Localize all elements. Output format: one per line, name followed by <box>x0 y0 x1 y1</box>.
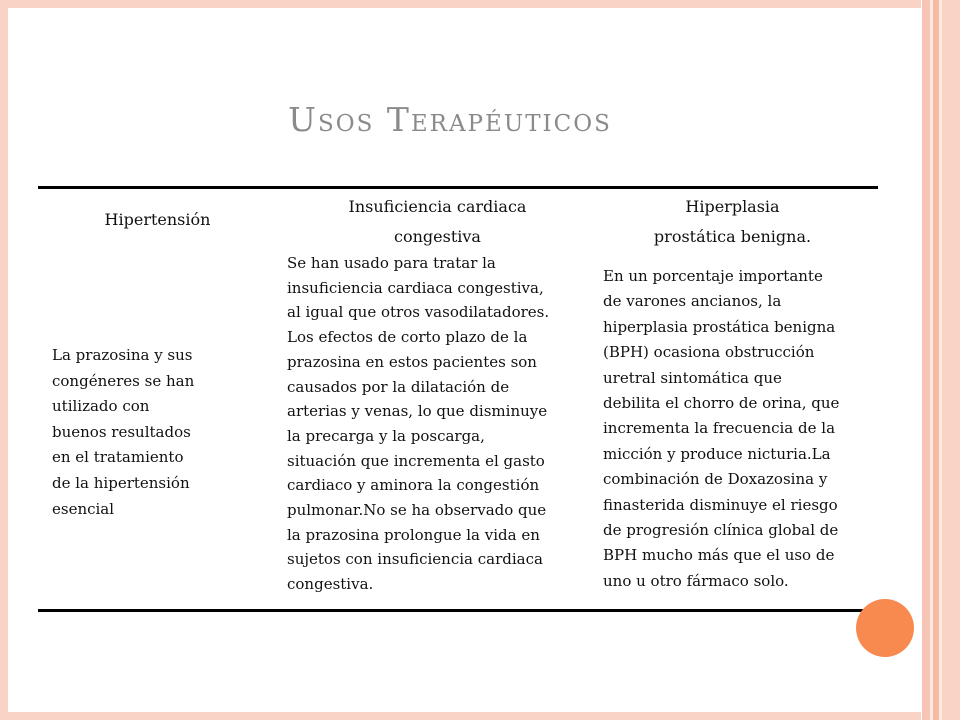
cell-line: BPH mucho más que el uso de <box>603 546 835 565</box>
cell-line: prazosina en estos pacientes son <box>287 352 537 371</box>
cell-line: micción y produce nicturia.La <box>603 444 831 463</box>
cell-line: esencial <box>52 499 115 518</box>
cell-line: de la hipertensión <box>52 473 190 492</box>
cell-line: uno u otro fármaco solo. <box>603 571 789 590</box>
cell-hiperplasia <box>603 264 839 594</box>
cell-hipertension <box>52 343 194 522</box>
cell-line: arterias y venas, lo que disminuye <box>287 402 548 421</box>
cell-line: causados por la dilatación de <box>287 377 510 396</box>
cell-line: debilita el chorro de orina, que <box>603 394 840 413</box>
cell-line: la prazosina prolongue la vida en <box>287 525 540 544</box>
cell-line: buenos resultados <box>52 422 191 441</box>
slide-title: Usos Terapéuticos <box>288 100 612 139</box>
accent-circle <box>856 599 914 657</box>
cell-line: La prazosina y sus <box>52 346 193 364</box>
header-line: Hiperplasia <box>685 197 780 216</box>
cell-line: congéneres se han <box>52 371 195 390</box>
cell-line: En un porcentaje importante <box>603 267 823 285</box>
header-hipertension <box>45 205 270 235</box>
header-line: congestiva <box>394 227 481 246</box>
header-hiperplasia <box>600 192 865 252</box>
cell-line: de progresión clínica global de <box>603 521 839 540</box>
cell-line: cardiaco y aminora la congestión <box>287 476 540 495</box>
header-line: Hipertensión <box>104 210 211 229</box>
cell-line: de varones ancianos, la <box>603 292 782 311</box>
cell-line: en el tratamiento <box>52 448 184 467</box>
cell-line: insuficiencia cardiaca congestiva, <box>287 278 544 297</box>
table-top-rule <box>38 186 878 189</box>
cell-line: finasterida disminuye el riesgo <box>603 495 838 514</box>
cell-line: congestiva. <box>287 575 374 594</box>
cell-line: hiperplasia prostática benigna <box>603 317 836 336</box>
slide-frame-bottom <box>0 712 921 720</box>
cell-line: Se han usado para tratar la <box>287 254 496 272</box>
cell-line: pulmonar.No se ha observado que <box>287 501 547 520</box>
cell-line: (BPH) ocasiona obstrucción <box>603 343 815 362</box>
cell-line: sujetos con insuficiencia cardiaca <box>287 550 543 569</box>
table-bottom-rule <box>38 609 878 612</box>
cell-line: utilizado con <box>52 397 150 416</box>
header-insuficiencia-cardiaca <box>285 192 590 252</box>
header-line: prostática benigna. <box>653 227 812 246</box>
cell-line: al igual que otros vasodilatadores. <box>287 303 550 322</box>
cell-line: combinación de Doxazosina y <box>603 470 828 489</box>
cell-insuficiencia-cardiaca <box>287 251 549 597</box>
slide-frame-top <box>0 0 921 8</box>
cell-line: incrementa la frecuencia de la <box>603 419 836 438</box>
header-line: Insuficiencia cardiaca <box>348 197 527 216</box>
cell-line: situación que incrementa el gasto <box>287 451 545 470</box>
cell-line: uretral sintomática que <box>603 368 782 387</box>
slide-right-band <box>922 0 960 720</box>
cell-line: Los efectos de corto plazo de la <box>287 328 528 347</box>
cell-line: la precarga y la poscarga, <box>287 426 485 445</box>
